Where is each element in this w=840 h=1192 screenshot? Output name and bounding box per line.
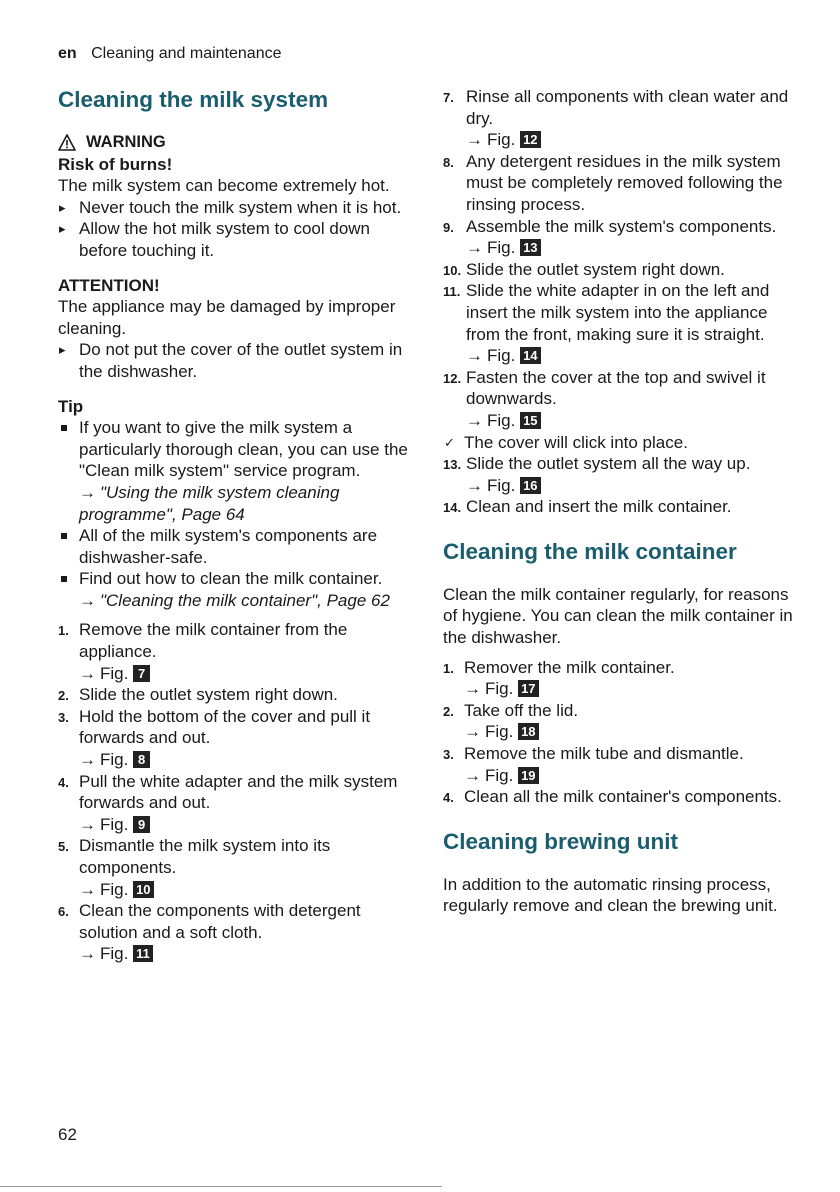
step-text: Dismantle the milk system into its components.	[79, 836, 331, 877]
figure-reference	[79, 814, 410, 836]
figure-number-badge[interactable]: 16	[520, 477, 540, 494]
step-text: Hold the bottom of the cover and pull it forwards and out.	[79, 706, 371, 748]
step-number: 1.	[443, 660, 454, 676]
figure-label: Fig.	[487, 238, 521, 258]
arrow-icon: →	[79, 663, 96, 683]
step-text: Clean all the milk container's components.	[464, 787, 782, 807]
step-item	[443, 700, 793, 743]
figure-label: Fig.	[485, 722, 519, 742]
section-title-milk-system: Cleaning the milk system	[58, 87, 329, 112]
arrow-icon: →	[466, 130, 483, 150]
figure-reference	[466, 345, 793, 367]
step-item	[443, 367, 793, 432]
step-text: Remover the milk container.	[464, 657, 675, 677]
step-text: Clean the components with detergent solution and a soft cloth.	[79, 901, 361, 942]
warning-bullet: ▸ Never touch the milk system when it is hot.	[58, 197, 410, 219]
step-text: Pull the white adapter and the milk system forwards and out.	[79, 771, 398, 813]
figure-reference	[466, 410, 793, 432]
figure-label: Fig.	[487, 410, 521, 430]
step-number: 5.	[58, 839, 69, 855]
step-item	[443, 259, 793, 281]
step-number: 2.	[443, 703, 454, 719]
figure-label: Fig.	[487, 475, 521, 495]
step-number: 12.	[443, 370, 462, 386]
step-number: 4.	[58, 774, 69, 790]
step-text: Remove the milk tube and dismantle.	[464, 744, 744, 764]
figure-reference	[464, 765, 793, 787]
language-code: en	[58, 45, 77, 62]
arrow-icon: →	[79, 814, 96, 834]
warning-heading	[58, 132, 410, 154]
step-number: 3.	[443, 747, 454, 763]
figure-number-badge[interactable]: 11	[133, 945, 153, 962]
left-column	[58, 86, 410, 965]
arrow-icon: →	[79, 879, 96, 899]
figure-number-badge[interactable]: 17	[518, 680, 538, 697]
figure-reference	[464, 678, 793, 700]
container-intro: Clean the milk container regularly, for reasons of hygiene. You can clean the milk container in the dishwasher.	[443, 584, 793, 648]
figure-reference	[464, 721, 793, 743]
cross-reference	[79, 482, 410, 525]
figure-number-badge[interactable]: 13	[520, 239, 540, 256]
section-title-brewing-unit: Cleaning brewing unit	[443, 828, 678, 854]
figure-number-badge[interactable]: 12	[520, 131, 540, 148]
step-text: Slide the outlet system right down.	[466, 259, 725, 279]
arrow-icon: →	[466, 346, 483, 366]
step-item	[58, 684, 410, 706]
step-item	[443, 786, 793, 808]
cross-reference	[79, 590, 410, 612]
step-item	[443, 216, 793, 259]
step-text: Assemble the milk system's components.	[466, 216, 777, 236]
figure-number-badge[interactable]: 10	[133, 881, 153, 898]
figure-reference	[466, 475, 793, 497]
figure-label: Fig.	[487, 346, 521, 366]
step-text: Slide the outlet system right down.	[79, 685, 338, 705]
figure-reference	[79, 749, 410, 771]
step-text: Take off the lid.	[464, 700, 579, 720]
attention-text: The appliance may be damaged by improper cleaning.	[58, 297, 396, 338]
figure-number-badge[interactable]: 15	[520, 412, 540, 429]
attention-heading: ATTENTION!	[58, 275, 160, 295]
warning-bullet: ▸ Allow the hot milk system to cool down before touching it.	[58, 218, 410, 261]
arrow-icon: →	[79, 944, 96, 964]
step-text: Fasten the cover at the top and swivel it downwards.	[466, 367, 766, 409]
attention-bullet: ▸ Do not put the cover of the outlet system in the dishwasher.	[58, 339, 410, 382]
figure-label: Fig.	[100, 944, 134, 964]
figure-number-badge[interactable]: 19	[518, 767, 538, 784]
figure-label: Fig.	[485, 679, 519, 699]
step-list	[443, 86, 793, 432]
arrow-icon: →	[466, 410, 483, 430]
step-text: Rinse all components with clean water and dry.	[466, 87, 789, 128]
step-number: 11.	[443, 284, 461, 300]
figure-label: Fig.	[100, 879, 134, 899]
figure-reference	[466, 237, 793, 259]
page-header	[58, 45, 281, 63]
step-list	[443, 453, 793, 518]
step-text: Remove the milk container from the appliance.	[79, 620, 348, 662]
figure-number-badge[interactable]: 14	[520, 347, 540, 364]
step-number: 1.	[58, 623, 69, 639]
tip-item-text: Find out how to clean the milk container.	[79, 569, 383, 589]
step-number: 2.	[58, 688, 69, 704]
warning-text: The milk system can become extremely hot.	[58, 176, 390, 196]
tip-item: All of the milk system's components are dishwasher-safe.	[58, 525, 410, 568]
figure-label: Fig.	[100, 750, 134, 770]
step-text: Clean and insert the milk container.	[466, 497, 732, 517]
tip-item-text: If you want to give the milk system a particularly thorough clean, you can use the "Clean milk system" service program.	[79, 418, 408, 481]
step-item	[443, 453, 793, 496]
arrow-icon: →	[464, 722, 481, 742]
step-item	[58, 706, 410, 771]
cross-reference-link[interactable]: "Cleaning the milk container", Page 62	[100, 590, 390, 610]
cross-reference-link[interactable]: "Using the milk system cleaning programme", Page 64	[79, 482, 340, 524]
step-item	[58, 619, 410, 684]
figure-reference	[466, 129, 793, 151]
page-number: 62	[58, 1125, 77, 1144]
step-number: 9.	[443, 219, 454, 235]
result-text: The cover will click into place.	[464, 432, 688, 452]
right-column	[443, 86, 793, 917]
step-number: 3.	[58, 709, 69, 725]
figure-reference	[79, 879, 410, 901]
step-item	[58, 900, 410, 965]
figure-reference	[79, 663, 410, 685]
arrow-icon: →	[79, 482, 96, 502]
warning-subheading: Risk of burns!	[58, 154, 173, 174]
warning-label: WARNING	[86, 133, 166, 151]
step-item	[58, 835, 410, 900]
figure-label: Fig.	[487, 130, 521, 150]
tip-heading: Tip	[58, 396, 84, 416]
tip-item	[58, 417, 410, 525]
result-line	[443, 432, 793, 454]
figure-number-badge[interactable]: 8	[133, 751, 150, 768]
step-list	[58, 619, 410, 965]
step-item	[443, 743, 793, 786]
figure-label: Fig.	[485, 765, 519, 785]
arrow-icon: →	[464, 765, 481, 785]
step-number: 7.	[443, 90, 454, 105]
brewing-intro: In addition to the automatic rinsing process, regularly remove and clean the brewing unit.	[443, 874, 778, 916]
tip-item	[58, 568, 410, 611]
section-name: Cleaning and maintenance	[91, 45, 282, 62]
figure-number-badge[interactable]: 7	[133, 665, 150, 682]
figure-reference	[79, 943, 410, 965]
step-item	[443, 496, 793, 518]
arrow-icon: →	[466, 238, 483, 258]
step-number: 6.	[58, 904, 69, 920]
step-number: 10.	[443, 262, 462, 278]
step-number: 4.	[443, 790, 454, 806]
step-list	[443, 657, 793, 808]
footer-rule	[0, 1186, 442, 1187]
figure-number-badge[interactable]: 18	[518, 723, 538, 740]
arrow-icon: →	[466, 475, 483, 495]
figure-label: Fig.	[100, 814, 134, 834]
step-item	[443, 151, 793, 216]
step-text: Any detergent residues in the milk system must be completely removed following the rinsing process.	[466, 151, 783, 214]
step-number: 8.	[443, 154, 454, 170]
arrow-icon: →	[464, 679, 481, 699]
figure-label: Fig.	[100, 663, 134, 683]
step-text: Slide the white adapter in on the left and insert the milk system into the appliance from the front, making sure it is straight.	[466, 281, 770, 344]
step-item	[443, 657, 793, 700]
warning-triangle-icon	[58, 134, 76, 151]
arrow-icon: →	[79, 750, 96, 770]
step-item	[443, 280, 793, 366]
section-title-milk-container: Cleaning the milk container	[443, 538, 737, 564]
step-item	[443, 86, 793, 151]
arrow-icon: →	[79, 590, 96, 610]
step-number: 13.	[443, 457, 462, 473]
step-item	[58, 771, 410, 836]
step-number: 14.	[443, 500, 462, 516]
figure-number-badge[interactable]: 9	[133, 816, 150, 833]
step-text: Slide the outlet system all the way up.	[466, 454, 751, 474]
